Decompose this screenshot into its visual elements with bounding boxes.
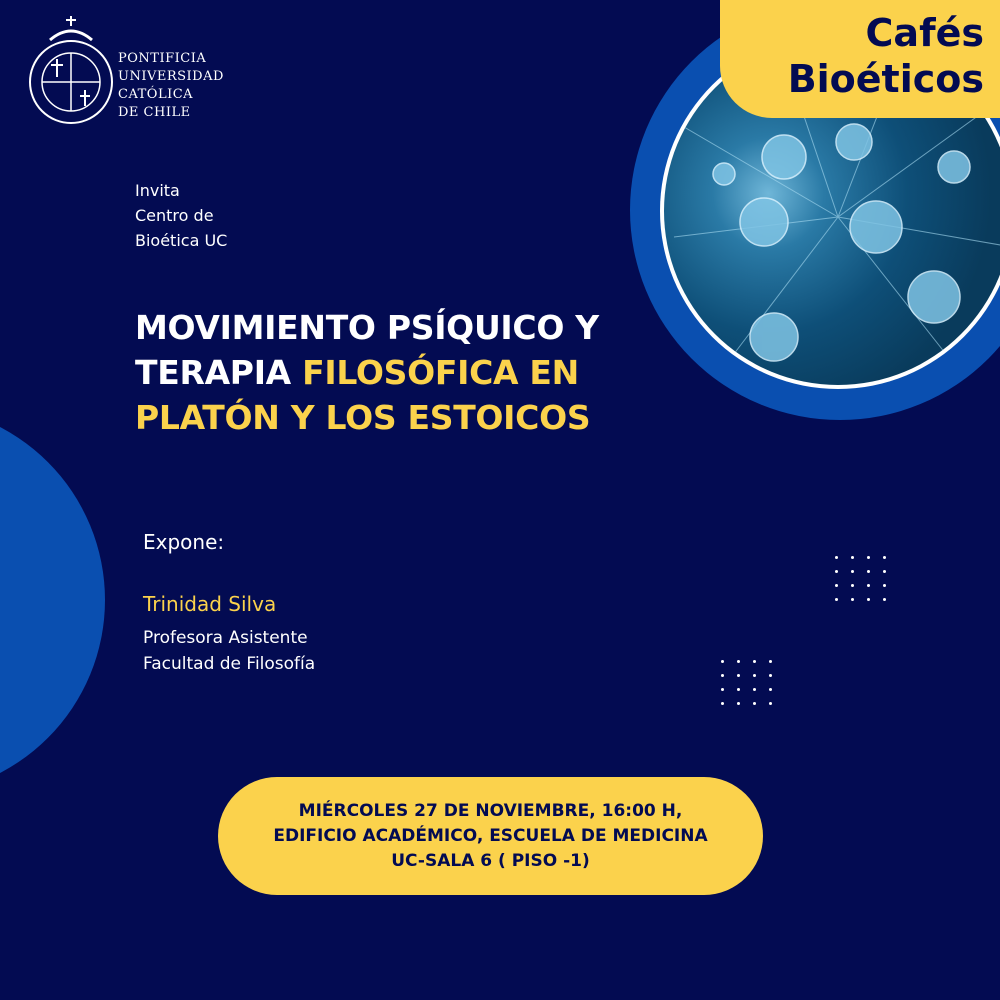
event-room: UC-SALA 6 ( PISO -1) — [391, 850, 590, 871]
title-highlight: PLATÓN Y LOS ESTOICOS — [135, 398, 591, 437]
speaker-faculty: Facultad de Filosofía — [143, 654, 316, 674]
speaker-name: Trinidad Silva — [143, 592, 277, 616]
host-line: Bioética UC — [135, 231, 228, 250]
decorative-dot-grid — [835, 556, 886, 601]
title-white: TERAPIA — [135, 353, 303, 392]
speaker-position: Profesora Asistente — [143, 628, 308, 648]
title-line — [135, 350, 599, 395]
event-details — [218, 777, 763, 895]
logo-line: PONTIFICIA — [118, 51, 207, 66]
logo-line: UNIVERSIDAD — [118, 69, 224, 84]
decorative-dot-grid — [721, 660, 772, 705]
speaker-label: Expone: — [143, 530, 225, 554]
host-text — [135, 178, 227, 253]
university-name — [118, 50, 224, 122]
series-label-line2: Bioéticos — [787, 57, 984, 101]
host-line: Invita — [135, 181, 180, 200]
event-date-time: MIÉRCOLES 27 DE NOVIEMBRE, 16:00 H, — [298, 800, 683, 821]
series-label-line1: Cafés — [865, 11, 984, 55]
decorative-left-circle — [0, 405, 105, 795]
series-label — [720, 0, 1000, 118]
university-seal-logo — [28, 14, 114, 126]
logo-line: DE CHILE — [118, 105, 191, 120]
logo-line: CATÓLICA — [118, 87, 194, 102]
host-line: Centro de — [135, 206, 214, 225]
title-line: MOVIMIENTO PSÍQUICO Y — [135, 308, 599, 347]
event-venue: EDIFICIO ACADÉMICO, ESCUELA DE MEDICINA — [273, 825, 708, 846]
title-highlight: FILOSÓFICA EN — [302, 353, 579, 392]
event-title — [135, 305, 599, 440]
speaker-role — [143, 625, 315, 677]
